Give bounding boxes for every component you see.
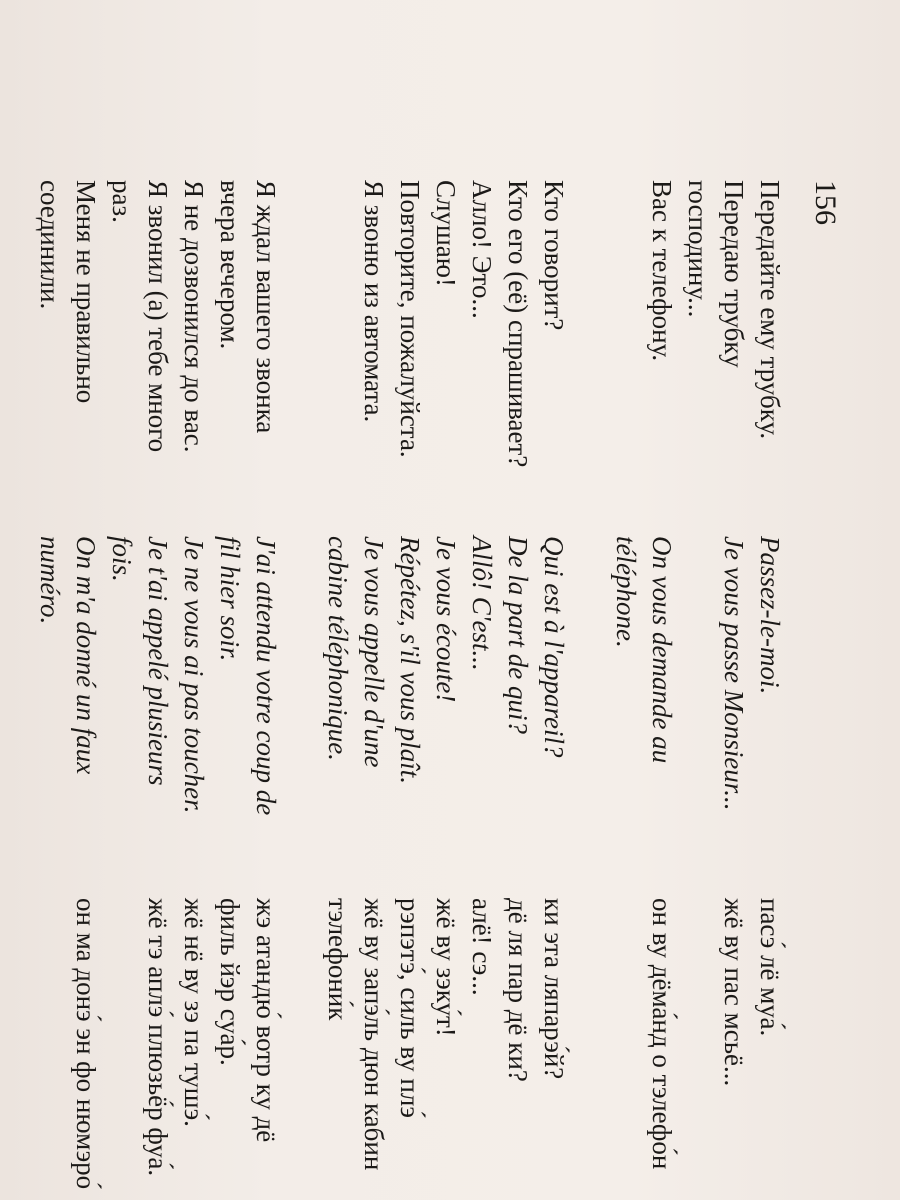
- phrase-row: [608, 180, 680, 1170]
- transcription: жё ву зэку́т!: [431, 898, 461, 1037]
- french-phrase: Passez-le-moi.: [755, 536, 785, 695]
- russian-phrase: Кто его (её) спрашивает?: [503, 180, 533, 468]
- french-phrase: Je vous appelle d'une cabine téléphonique.: [323, 536, 389, 768]
- russian-phrase: Я не дозвонился до вас.: [179, 180, 209, 453]
- phrase-row: [176, 180, 212, 1140]
- phrase-row: [320, 180, 392, 1171]
- transcription: алё! сэ...: [467, 898, 497, 996]
- phrase-row: [500, 180, 536, 1140]
- phrase-row: [428, 180, 464, 1140]
- russian-phrase: Я звоню из автомата.: [359, 180, 389, 423]
- french-phrase: Répétez, s'il vous plaît.: [395, 536, 425, 784]
- french-phrase: J'ai attendu votre coup de fil hier soir.: [215, 536, 281, 816]
- transcription: жё ву пас мсьё...: [719, 898, 749, 1087]
- phrase-row: [104, 180, 176, 1177]
- transcription: дё ля пар дё ки?: [503, 898, 533, 1082]
- french-phrase: Qui est à l'appareil?: [539, 536, 569, 758]
- transcription: жё ву запэ́ль дюн кабин тэлефони́к: [323, 898, 389, 1171]
- russian-phrase: Передаю трубку господину...: [683, 180, 749, 368]
- transcription: ки эта ляпарэ́й?: [539, 898, 569, 1080]
- phrase-table: [32, 180, 788, 1190]
- page-number: 156: [809, 180, 842, 225]
- russian-phrase: Алло! Это...: [467, 180, 497, 319]
- transcription: он ву дёма́нд о тэлефо́н: [647, 898, 677, 1170]
- transcription: он ма донэ́ эн фо нюмэро́: [71, 898, 101, 1190]
- french-phrase: Je t'ai appelé plusieurs fois.: [107, 536, 173, 786]
- phrase-row: [752, 180, 788, 1140]
- french-phrase: De la part de qui?: [503, 536, 533, 734]
- french-phrase: Je vous écoute!: [431, 536, 461, 703]
- russian-phrase: Кто говорит?: [539, 180, 569, 331]
- page-content: [20, 40, 880, 1190]
- russian-phrase: Вас к телефону.: [647, 180, 677, 362]
- transcription: жё нё ву зэ па тушэ́.: [179, 898, 209, 1127]
- russian-phrase: Повторите, пожалуйста.: [395, 180, 425, 458]
- phrase-row: [680, 180, 752, 1140]
- phrase-row: [212, 180, 284, 1143]
- phrase-row: [392, 180, 428, 1140]
- russian-phrase: Меня не правильно соединили.: [35, 180, 101, 404]
- transcription: пасэ́ лё муа́.: [755, 898, 785, 1037]
- transcription: рэпэтэ́, силь ву плэ́: [395, 898, 425, 1118]
- phrase-row: [536, 180, 572, 1140]
- russian-phrase: Я ждал вашего звонка вчера вечером.: [215, 180, 281, 434]
- phrase-row: [32, 180, 104, 1190]
- french-phrase: Allô! C'est...: [467, 536, 497, 671]
- russian-phrase: Передайте ему трубку.: [755, 180, 785, 440]
- french-phrase: Je ne vous ai pas toucher.: [179, 536, 209, 814]
- french-phrase: On vous demande au téléphone.: [611, 536, 677, 764]
- russian-phrase: Слушаю!: [431, 180, 461, 287]
- french-phrase: Je vous passe Monsieur...: [719, 536, 749, 811]
- french-phrase: On m'a donné un faux numéro.: [35, 536, 101, 775]
- russian-phrase: Я звонил (а) тебе много раз.: [107, 180, 173, 453]
- transcription: жэ атандю́ вотр ку дё филь йэр суа́р.: [215, 898, 281, 1143]
- transcription: жё тэ аплэ́ плюзьё́р фуа́.: [143, 898, 173, 1177]
- phrase-row: [464, 180, 500, 1140]
